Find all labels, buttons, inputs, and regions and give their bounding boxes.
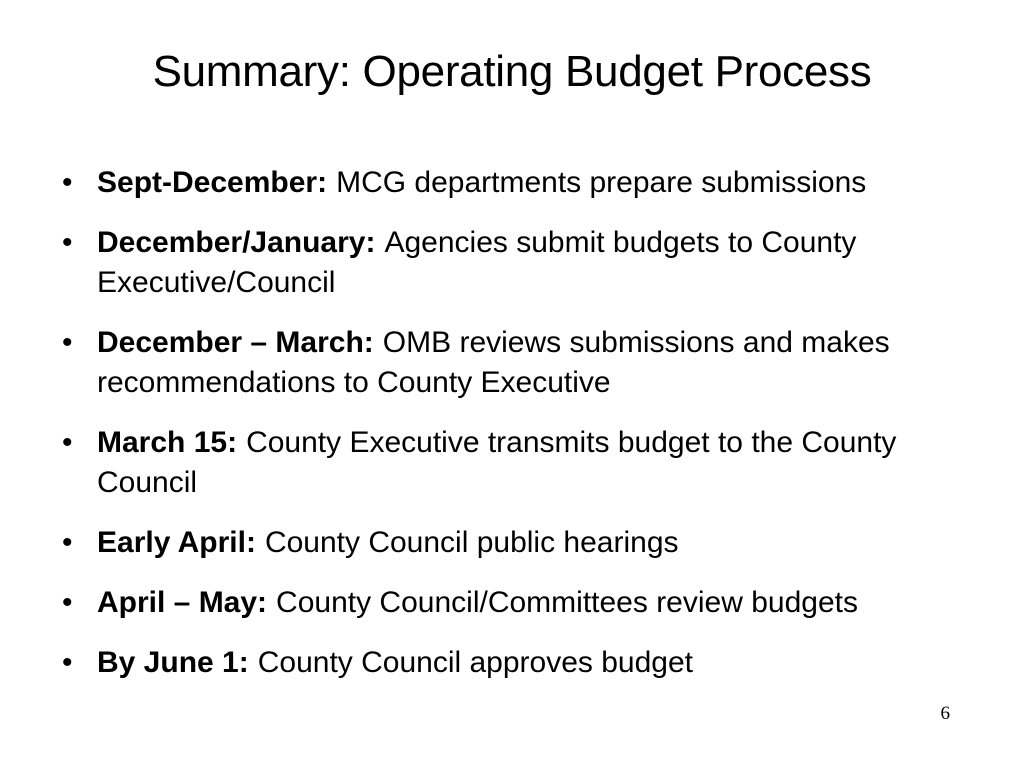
list-item — [55, 523, 970, 563]
list-item — [55, 163, 970, 203]
list-item-text — [97, 583, 970, 623]
slide-number: 6 — [940, 703, 950, 724]
bullet-list — [55, 163, 970, 683]
list-item-body: County Council/Committees review budgets — [276, 586, 858, 619]
list-item-text — [97, 223, 970, 303]
list-item — [55, 223, 970, 303]
list-item — [55, 583, 970, 623]
bullet-point-icon: • — [62, 226, 73, 259]
list-item-lead-in: December – March: — [97, 326, 374, 359]
bullet-point-icon: • — [62, 326, 73, 359]
list-item-body: MCG departments prepare submissions — [336, 166, 867, 199]
bullet-point-icon: • — [62, 586, 73, 619]
list-item-body: County Council public hearings — [264, 526, 679, 559]
bullet-point-icon: • — [62, 526, 73, 559]
list-item-text — [97, 423, 970, 503]
list-item-text — [97, 163, 970, 203]
list-item-lead-in: By June 1: — [97, 646, 249, 679]
list-item-text — [97, 643, 970, 683]
list-item-lead-in: April – May: — [97, 586, 268, 619]
page-title: Summary: Operating Budget Process — [152, 47, 872, 96]
list-item-text — [97, 523, 970, 563]
bullet-point-icon: • — [62, 646, 73, 679]
list-item-body: County Executive transmits budget to the County Council — [97, 426, 897, 499]
list-item-lead-in: Early April: — [97, 526, 256, 559]
list-item-body: Agencies submit budgets to County Executive/Council — [97, 226, 857, 299]
list-item-lead-in: December/January: — [97, 226, 376, 259]
list-item — [55, 323, 970, 403]
list-item-body: OMB reviews submissions and makes recommendations to County Executive — [97, 326, 890, 399]
bullet-point-icon: • — [62, 166, 73, 199]
list-item-text — [97, 323, 970, 403]
list-item-lead-in: March 15: — [97, 426, 238, 459]
list-item-lead-in: Sept-December: — [97, 166, 328, 199]
bullet-point-icon: • — [62, 426, 73, 459]
list-item — [55, 643, 970, 683]
list-item-body: County Council approves budget — [257, 646, 693, 679]
list-item — [55, 423, 970, 503]
